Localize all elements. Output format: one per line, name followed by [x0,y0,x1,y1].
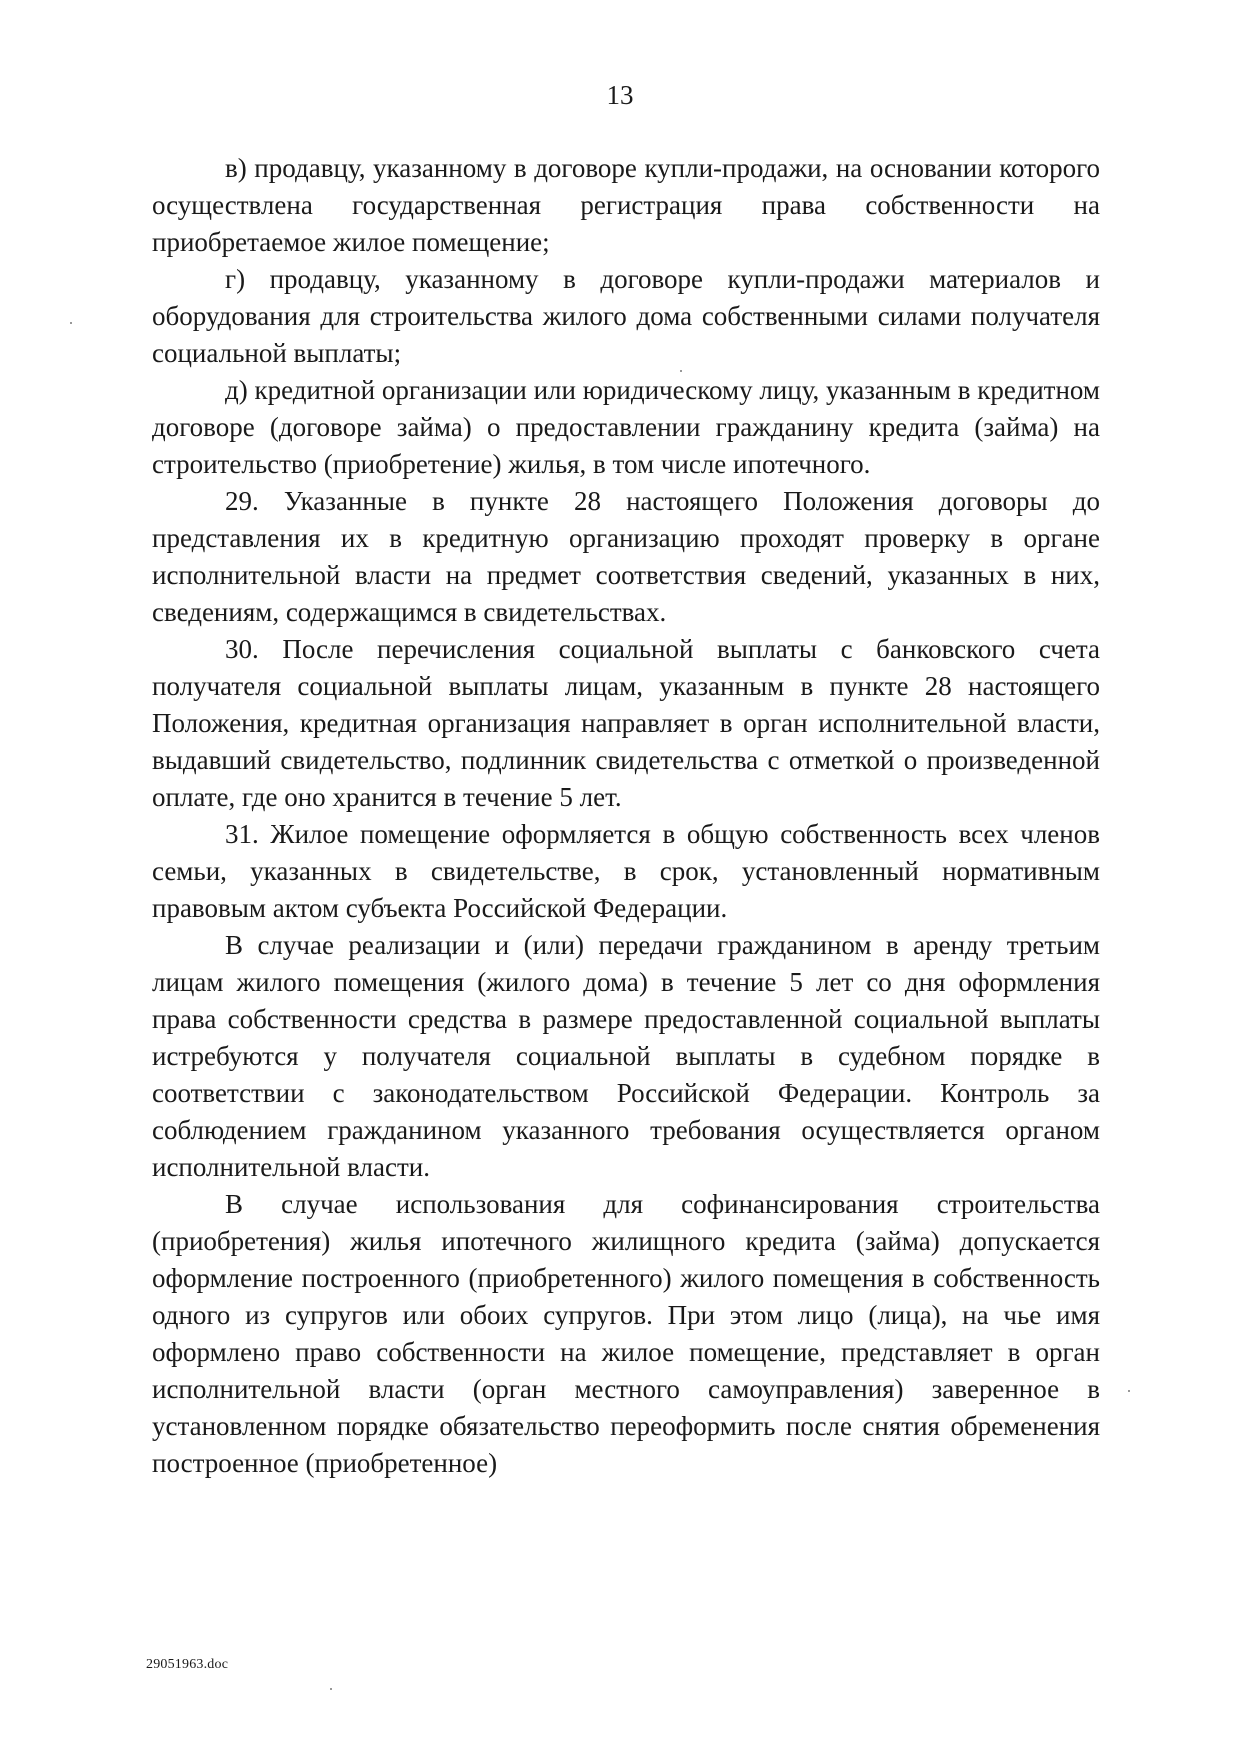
scan-speck [70,322,72,324]
paragraph-clause-31: 31. Жилое помещение оформляется в общую собственность всех членов семьи, указанных в свидетельстве, в срок, установленный нормативным правовым актом субъекта Российской Федерации. [152,819,1100,923]
scan-speck [680,370,682,372]
paragraph-sale-or-lease: В случае реализации и (или) передачи гражданином в аренду третьим лицам жилого помещения (жилого дома) в течение 5 лет со дня оформления права собственности средства в размере предоставленной социальной выплаты истребуются у получателя социальной выплаты в судебном порядке в соответствии с законодательством Российской Федерации. Контроль за соблюдением гражданином указанного требования осуществляется органом исполнительной власти. [152,930,1100,1182]
scan-speck [330,1688,332,1690]
scan-speck [1128,1390,1130,1392]
paragraph-clause-30: 30. После перечисления социальной выплаты с банковского счета получателя социальной выплаты лицам, указанным в пункте 28 настоящего Положения, кредитная организация направляет в орган исполнительной власти, выдавший свидетельство, подлинник свидетельства с отметкой о произведенной оплате, где оно хранится в течение 5 лет. [152,634,1100,812]
paragraph-item-v: в) продавцу, указанному в договоре купли-продажи, на основании которого осуществлена государственная регистрация права собственности на приобретаемое жилое помещение; [152,153,1100,257]
paragraph-item-g: г) продавцу, указанному в договоре купли-продажи материалов и оборудования для строительства жилого дома собственными силами получателя социальной выплаты; [152,264,1100,368]
paragraph-clause-29: 29. Указанные в пункте 28 настоящего Положения договоры до представления их в кредитную организацию проходят проверку в органе исполнительной власти на предмет соответствия сведений, указанных в них, сведениям, содержащимся в свидетельствах. [152,486,1100,627]
page-number: 13 [606,80,634,110]
body-text [152,150,1100,1482]
paragraph-item-d: д) кредитной организации или юридическому лицу, указанным в кредитном договоре (договоре займа) о предоставлении гражданину кредита (займа) на строительство (приобретение) жилья, в том числе ипотечного. [152,375,1100,479]
paragraph-mortgage-cofinancing: В случае использования для софинансирования строительства (приобретения) жилья ипотечного жилищного кредита (займа) допускается оформление построенного (приобретенного) жилого помещения в собственность одного из супругов или обоих супругов. При этом лицо (лица), на чье имя оформлено право собственности на жилое помещение, представляет в орган исполнительной власти (орган местного самоуправления) заверенное в установленном порядке обязательство переоформить после снятия обременения построенное (приобретенное) [152,1189,1100,1478]
footer-filename: 29051963.doc [146,1657,229,1672]
